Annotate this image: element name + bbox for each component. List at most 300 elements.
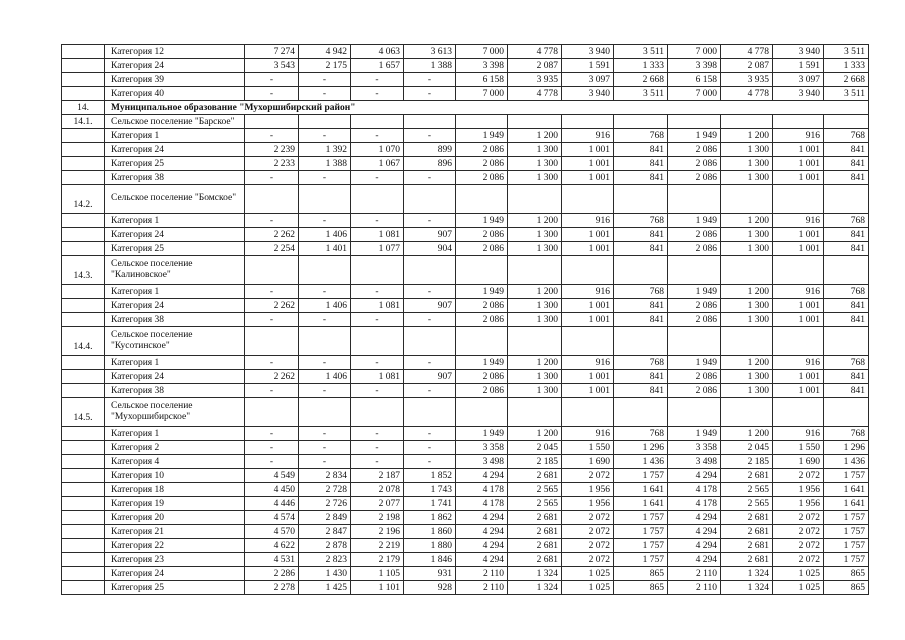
table-row	[62, 313, 869, 327]
value-cell: 3 940	[562, 87, 614, 101]
value-cell: 2 045	[508, 441, 562, 455]
value-cell: 2 110	[668, 567, 721, 581]
empty-cell	[614, 398, 668, 427]
value-cell: -	[404, 73, 456, 87]
empty-cell	[668, 256, 721, 285]
value-cell: 2 086	[668, 143, 721, 157]
category-label: Категория 25	[105, 157, 245, 171]
category-label: Категория 25	[105, 242, 245, 256]
empty-cell	[404, 327, 456, 356]
table-row	[62, 525, 869, 539]
value-cell: 1 591	[773, 59, 824, 73]
empty-cell	[351, 185, 404, 214]
empty-cell	[721, 185, 773, 214]
value-cell: 1 025	[773, 581, 824, 595]
value-cell: 2 086	[668, 228, 721, 242]
value-cell: 2 072	[562, 553, 614, 567]
settlement-title: Сельское поселение "Барское"	[105, 115, 245, 129]
row-index-cell	[62, 313, 105, 327]
value-cell: 1 757	[824, 525, 869, 539]
empty-cell	[351, 115, 404, 129]
value-cell: 1 081	[351, 370, 404, 384]
value-cell: -	[299, 285, 351, 299]
value-cell: 1 001	[773, 313, 824, 327]
empty-cell	[824, 115, 869, 129]
value-cell: 1 641	[614, 497, 668, 511]
category-label: Категория 24	[105, 567, 245, 581]
value-cell: -	[404, 441, 456, 455]
empty-cell	[404, 185, 456, 214]
value-cell: 1 949	[668, 285, 721, 299]
value-cell: -	[299, 384, 351, 398]
row-index-cell	[62, 525, 105, 539]
value-cell: 1 001	[562, 157, 614, 171]
value-cell: 2 185	[721, 455, 773, 469]
value-cell: 1 105	[351, 567, 404, 581]
value-cell: 1 001	[562, 299, 614, 313]
row-index-cell	[62, 356, 105, 370]
value-cell: 1 200	[508, 427, 562, 441]
value-cell: 3 398	[456, 59, 508, 73]
value-cell: 1 436	[614, 455, 668, 469]
empty-cell	[562, 115, 614, 129]
value-cell: 1 081	[351, 299, 404, 313]
value-cell: 4 778	[508, 45, 562, 59]
value-cell: 2 087	[721, 59, 773, 73]
value-cell: -	[245, 313, 299, 327]
value-cell: 2 086	[456, 228, 508, 242]
row-index-cell	[62, 214, 105, 228]
row-index-cell	[62, 59, 105, 73]
value-cell: -	[404, 171, 456, 185]
empty-cell	[614, 185, 668, 214]
value-cell: 1 956	[773, 497, 824, 511]
value-cell: 1 757	[824, 539, 869, 553]
value-cell: 3 511	[824, 45, 869, 59]
empty-cell	[245, 327, 299, 356]
value-cell: 1 550	[773, 441, 824, 455]
value-cell: 1 300	[508, 242, 562, 256]
value-cell: -	[245, 384, 299, 398]
value-cell: 2 179	[351, 553, 404, 567]
value-cell: 1 860	[404, 525, 456, 539]
settlement-row	[62, 115, 869, 129]
category-label: Категория 38	[105, 171, 245, 185]
value-cell: 1 406	[299, 228, 351, 242]
row-index-cell	[62, 285, 105, 299]
empty-cell	[299, 327, 351, 356]
table-row	[62, 567, 869, 581]
category-label: Категория 1	[105, 129, 245, 143]
value-cell: -	[299, 129, 351, 143]
value-cell: 1 296	[614, 441, 668, 455]
value-cell: -	[245, 427, 299, 441]
value-cell: 2 254	[245, 242, 299, 256]
value-cell: 2 198	[351, 511, 404, 525]
category-label: Категория 21	[105, 525, 245, 539]
value-cell: 1 001	[773, 228, 824, 242]
row-index-cell	[62, 157, 105, 171]
empty-cell	[562, 185, 614, 214]
value-cell: 1 757	[614, 539, 668, 553]
empty-cell	[721, 398, 773, 427]
empty-cell	[404, 115, 456, 129]
value-cell: 1 949	[668, 427, 721, 441]
table-row	[62, 59, 869, 73]
value-cell: 1 067	[351, 157, 404, 171]
value-cell: 2 110	[668, 581, 721, 595]
value-cell: -	[404, 427, 456, 441]
value-cell: 841	[824, 228, 869, 242]
value-cell: 1 757	[614, 469, 668, 483]
value-cell: 3 940	[773, 87, 824, 101]
value-cell: -	[404, 129, 456, 143]
value-cell: 1 388	[404, 59, 456, 73]
value-cell: 1 300	[508, 171, 562, 185]
empty-cell	[721, 256, 773, 285]
value-cell: 768	[824, 356, 869, 370]
table-row	[62, 469, 869, 483]
value-cell: 768	[824, 427, 869, 441]
table-row	[62, 581, 869, 595]
category-label: Категория 18	[105, 483, 245, 497]
category-label: Категория 24	[105, 228, 245, 242]
value-cell: 841	[614, 242, 668, 256]
row-index-cell	[62, 483, 105, 497]
value-cell: 1 401	[299, 242, 351, 256]
settlement-title: Сельское поселение "Калиновское"	[105, 256, 245, 285]
empty-cell	[456, 185, 508, 214]
table-row	[62, 539, 869, 553]
value-cell: 2 187	[351, 469, 404, 483]
value-cell: 1 200	[508, 129, 562, 143]
empty-cell	[824, 398, 869, 427]
value-cell: 2 681	[721, 511, 773, 525]
value-cell: -	[351, 455, 404, 469]
value-cell: 1 200	[508, 285, 562, 299]
value-cell: 916	[773, 427, 824, 441]
empty-cell	[456, 398, 508, 427]
value-cell: 2 668	[824, 73, 869, 87]
value-cell: 3 097	[773, 73, 824, 87]
value-cell: 1 001	[562, 242, 614, 256]
value-cell: 2 087	[508, 59, 562, 73]
empty-cell	[668, 185, 721, 214]
value-cell: 841	[824, 242, 869, 256]
category-label: Категория 1	[105, 214, 245, 228]
value-cell: 1 001	[773, 171, 824, 185]
value-cell: 1 949	[668, 129, 721, 143]
settlement-row	[62, 327, 869, 356]
value-cell: 4 294	[456, 553, 508, 567]
value-cell: 4 778	[721, 87, 773, 101]
value-cell: 1 200	[721, 214, 773, 228]
value-cell: 1 001	[773, 384, 824, 398]
value-cell: 1 741	[404, 497, 456, 511]
value-cell: 2 072	[773, 525, 824, 539]
value-cell: 1 300	[721, 313, 773, 327]
value-cell: 2 077	[351, 497, 404, 511]
value-cell: 1 430	[299, 567, 351, 581]
table-row	[62, 214, 869, 228]
value-cell: 1 001	[562, 384, 614, 398]
value-cell: 7 000	[668, 45, 721, 59]
value-cell: 2 086	[456, 299, 508, 313]
value-cell: 1 757	[614, 511, 668, 525]
value-cell: -	[299, 87, 351, 101]
table-row	[62, 384, 869, 398]
value-cell: -	[351, 384, 404, 398]
value-cell: 768	[824, 285, 869, 299]
value-cell: 1 956	[773, 483, 824, 497]
value-cell: 3 613	[404, 45, 456, 59]
value-cell: 2 086	[668, 242, 721, 256]
row-index-cell	[62, 73, 105, 87]
value-cell: 2 878	[299, 539, 351, 553]
value-cell: 2 086	[668, 299, 721, 313]
value-cell: 1 025	[562, 581, 614, 595]
value-cell: 1 200	[721, 129, 773, 143]
value-cell: 907	[404, 228, 456, 242]
category-label: Категория 12	[105, 45, 245, 59]
table-row	[62, 242, 869, 256]
value-cell: 2 681	[508, 469, 562, 483]
value-cell: 768	[614, 427, 668, 441]
empty-cell	[299, 256, 351, 285]
value-cell: 2 668	[614, 73, 668, 87]
value-cell: 1 300	[508, 299, 562, 313]
value-cell: 1 070	[351, 143, 404, 157]
value-cell: 2 286	[245, 567, 299, 581]
value-cell: 2 278	[245, 581, 299, 595]
value-cell: 4 450	[245, 483, 299, 497]
value-cell: 4 574	[245, 511, 299, 525]
value-cell: 2 681	[721, 525, 773, 539]
value-cell: 1 200	[508, 214, 562, 228]
value-cell: 2 086	[668, 384, 721, 398]
value-cell: 916	[562, 356, 614, 370]
row-index-cell	[62, 511, 105, 525]
value-cell: 1 001	[773, 242, 824, 256]
value-cell: 916	[773, 356, 824, 370]
value-cell: -	[245, 129, 299, 143]
value-cell: 841	[614, 313, 668, 327]
empty-cell	[351, 256, 404, 285]
value-cell: 865	[614, 581, 668, 595]
value-cell: 841	[614, 157, 668, 171]
settlement-index: 14.5.	[62, 398, 105, 427]
table-row	[62, 285, 869, 299]
value-cell: 907	[404, 370, 456, 384]
row-index-cell	[62, 497, 105, 511]
empty-cell	[773, 185, 824, 214]
value-cell: 1 324	[508, 581, 562, 595]
value-cell: 3 511	[614, 87, 668, 101]
row-index-cell	[62, 455, 105, 469]
value-cell: -	[245, 455, 299, 469]
value-cell: -	[299, 171, 351, 185]
value-cell: 1 949	[668, 214, 721, 228]
value-cell: 896	[404, 157, 456, 171]
empty-cell	[824, 256, 869, 285]
value-cell: 1 300	[721, 171, 773, 185]
value-cell: 3 511	[614, 45, 668, 59]
table-row	[62, 129, 869, 143]
value-cell: 865	[614, 567, 668, 581]
value-cell: 916	[773, 129, 824, 143]
value-cell: 1 949	[456, 356, 508, 370]
value-cell: -	[245, 285, 299, 299]
table-row	[62, 441, 869, 455]
value-cell: 841	[614, 143, 668, 157]
value-cell: 768	[614, 356, 668, 370]
category-label: Категория 22	[105, 539, 245, 553]
value-cell: 899	[404, 143, 456, 157]
value-cell: 2 185	[508, 455, 562, 469]
value-cell: 1 300	[508, 384, 562, 398]
value-cell: 4 294	[668, 511, 721, 525]
value-cell: 4 178	[668, 483, 721, 497]
value-cell: -	[299, 356, 351, 370]
value-cell: 768	[614, 129, 668, 143]
value-cell: 2 565	[508, 483, 562, 497]
value-cell: 6 158	[456, 73, 508, 87]
value-cell: 7 000	[668, 87, 721, 101]
value-cell: 2 565	[508, 497, 562, 511]
value-cell: 841	[614, 370, 668, 384]
value-cell: 841	[824, 171, 869, 185]
value-cell: -	[351, 214, 404, 228]
value-cell: 1 001	[773, 299, 824, 313]
value-cell: 2 728	[299, 483, 351, 497]
value-cell: 1 200	[721, 427, 773, 441]
value-cell: 1 324	[721, 581, 773, 595]
value-cell: 2 072	[773, 539, 824, 553]
table-row	[62, 157, 869, 171]
category-label: Категория 4	[105, 455, 245, 469]
empty-cell	[562, 327, 614, 356]
value-cell: 1 300	[508, 228, 562, 242]
value-cell: 1 324	[721, 567, 773, 581]
row-index-cell	[62, 143, 105, 157]
category-label: Категория 24	[105, 370, 245, 384]
value-cell: 2 086	[668, 157, 721, 171]
value-cell: 3 398	[668, 59, 721, 73]
value-cell: 4 178	[668, 497, 721, 511]
empty-cell	[562, 398, 614, 427]
category-label: Категория 38	[105, 384, 245, 398]
value-cell: 2 078	[351, 483, 404, 497]
empty-cell	[668, 327, 721, 356]
value-cell: 1 300	[721, 384, 773, 398]
value-cell: 2 565	[721, 497, 773, 511]
row-index-cell	[62, 581, 105, 595]
value-cell: -	[299, 441, 351, 455]
value-cell: 1 591	[562, 59, 614, 73]
settlement-row	[62, 185, 869, 214]
row-index-cell	[62, 427, 105, 441]
row-index-cell	[62, 539, 105, 553]
empty-cell	[721, 115, 773, 129]
value-cell: 4 446	[245, 497, 299, 511]
table-row	[62, 483, 869, 497]
table-row	[62, 427, 869, 441]
value-cell: 2 086	[456, 157, 508, 171]
table-row	[62, 171, 869, 185]
value-cell: 1 300	[721, 370, 773, 384]
value-cell: 2 086	[668, 171, 721, 185]
value-cell: 2 072	[562, 525, 614, 539]
value-cell: 1 757	[824, 469, 869, 483]
value-cell: 2 681	[721, 539, 773, 553]
value-cell: -	[351, 313, 404, 327]
value-cell: 2 233	[245, 157, 299, 171]
value-cell: 4 178	[456, 497, 508, 511]
empty-cell	[456, 256, 508, 285]
value-cell: 841	[614, 299, 668, 313]
value-cell: 1 880	[404, 539, 456, 553]
value-cell: -	[245, 73, 299, 87]
settlement-row	[62, 256, 869, 285]
value-cell: 2 823	[299, 553, 351, 567]
value-cell: 1 388	[299, 157, 351, 171]
empty-cell	[824, 327, 869, 356]
value-cell: -	[299, 455, 351, 469]
value-cell: 1 296	[824, 441, 869, 455]
value-cell: 4 294	[456, 469, 508, 483]
value-cell: 2 262	[245, 228, 299, 242]
value-cell: 3 498	[456, 455, 508, 469]
table-row	[62, 73, 869, 87]
settlement-index: 14.1.	[62, 115, 105, 129]
value-cell: 4 778	[508, 87, 562, 101]
value-cell: 916	[562, 285, 614, 299]
table-row	[62, 511, 869, 525]
value-cell: 2 072	[773, 469, 824, 483]
value-cell: 2 262	[245, 299, 299, 313]
value-cell: 1 324	[508, 567, 562, 581]
value-cell: 1 300	[721, 143, 773, 157]
value-cell: 2 086	[456, 384, 508, 398]
value-cell: 768	[614, 214, 668, 228]
value-cell: 1 200	[508, 356, 562, 370]
value-cell: 768	[614, 285, 668, 299]
table-row	[62, 299, 869, 313]
value-cell: 2 219	[351, 539, 404, 553]
value-cell: 1 081	[351, 228, 404, 242]
empty-cell	[824, 185, 869, 214]
value-cell: -	[245, 356, 299, 370]
value-cell: 2 086	[456, 242, 508, 256]
value-cell: 1 757	[824, 511, 869, 525]
value-cell: 3 935	[508, 73, 562, 87]
empty-cell	[668, 115, 721, 129]
value-cell: 2 110	[456, 567, 508, 581]
value-cell: 2 847	[299, 525, 351, 539]
settlement-index: 14.3.	[62, 256, 105, 285]
empty-cell	[245, 256, 299, 285]
empty-cell	[614, 327, 668, 356]
value-cell: -	[245, 87, 299, 101]
value-cell: 916	[773, 285, 824, 299]
value-cell: 1 333	[824, 59, 869, 73]
settlement-index: 14.4.	[62, 327, 105, 356]
value-cell: 1 025	[562, 567, 614, 581]
value-cell: -	[351, 73, 404, 87]
value-cell: 768	[824, 129, 869, 143]
category-label: Категория 39	[105, 73, 245, 87]
value-cell: 1 300	[721, 299, 773, 313]
